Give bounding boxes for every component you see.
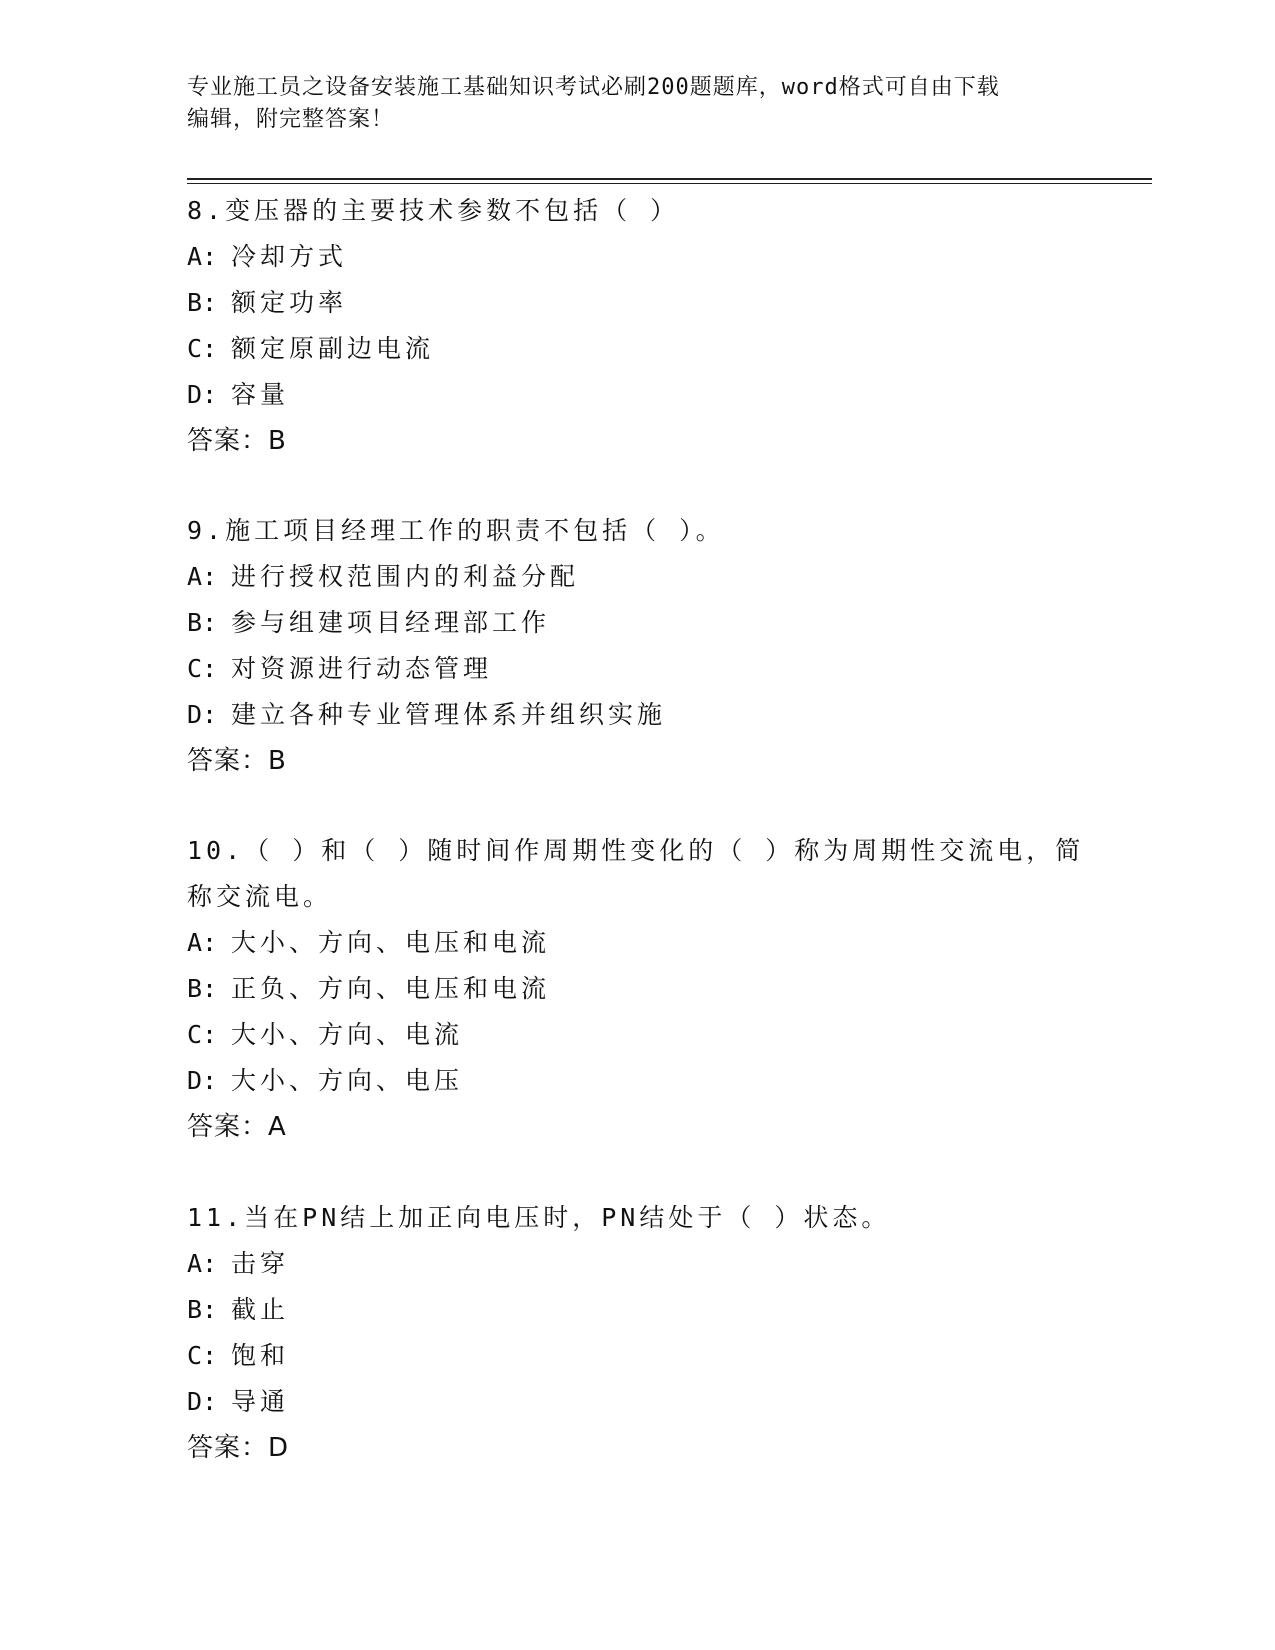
option-c	[187, 326, 1067, 372]
option-a	[187, 920, 1067, 966]
option-d	[187, 1058, 1067, 1104]
question-11	[187, 1195, 1067, 1471]
option-d	[187, 372, 1067, 418]
option-text: 容量	[231, 380, 290, 409]
header-divider	[187, 178, 1152, 184]
option-text: 导通	[231, 1387, 290, 1416]
option-letter: A:	[187, 562, 218, 591]
header-line-1: 专业施工员之设备安装施工基础知识考试必刷200题题库，word格式可自由下载	[187, 75, 1000, 100]
option-b	[187, 966, 1067, 1012]
option-letter: A:	[187, 242, 218, 271]
option-text: 击穿	[231, 1249, 290, 1278]
option-a	[187, 1241, 1067, 1287]
answer-line: 答案：A	[187, 1112, 287, 1142]
option-a	[187, 554, 1067, 600]
option-text: 额定原副边电流	[231, 334, 435, 363]
option-b	[187, 1287, 1067, 1333]
option-c	[187, 646, 1067, 692]
option-d	[187, 692, 1067, 738]
option-b	[187, 600, 1067, 646]
option-letter: A:	[187, 1249, 218, 1278]
answer-line: 答案：B	[187, 746, 287, 776]
option-c	[187, 1333, 1067, 1379]
question-9	[187, 508, 1067, 784]
option-text: 大小、方向、电压和电流	[231, 928, 551, 957]
option-letter: B:	[187, 974, 218, 1003]
question-8	[187, 188, 1067, 464]
option-text: 额定功率	[231, 288, 348, 317]
option-d	[187, 1379, 1067, 1425]
option-text: 建立各种专业管理体系并组织实施	[231, 700, 667, 729]
question-stem: 8.变压器的主要技术参数不包括（ ）	[187, 196, 680, 225]
option-letter: D:	[187, 700, 218, 729]
option-text: 对资源进行动态管理	[231, 654, 493, 683]
answer-line: 答案：D	[187, 1433, 290, 1463]
option-letter: C:	[187, 1020, 218, 1049]
document-header	[187, 72, 1067, 136]
option-letter: B:	[187, 288, 218, 317]
option-text: 大小、方向、电压	[231, 1066, 464, 1095]
option-c	[187, 1012, 1067, 1058]
option-b	[187, 280, 1067, 326]
option-text: 饱和	[231, 1341, 290, 1370]
option-letter: D:	[187, 1387, 218, 1416]
option-text: 截止	[231, 1295, 290, 1324]
option-letter: A:	[187, 928, 218, 957]
option-letter: D:	[187, 380, 218, 409]
option-letter: B:	[187, 1295, 218, 1324]
question-stem-line-2: 称交流电。	[187, 882, 333, 911]
question-stem-line-1: 10.（ ）和（ ）随时间作周期性变化的（ ）称为周期性交流电，简	[187, 836, 1085, 865]
option-text: 参与组建项目经理部工作	[231, 608, 551, 637]
option-text: 大小、方向、电流	[231, 1020, 464, 1049]
question-stem: 9.施工项目经理工作的职责不包括（ ）。	[187, 516, 725, 545]
option-letter: C:	[187, 654, 218, 683]
answer-line: 答案：B	[187, 426, 287, 456]
option-text: 进行授权范围内的利益分配	[231, 562, 580, 591]
question-stem: 11.当在PN结上加正向电压时，PN结处于（ ）状态。	[187, 1203, 891, 1232]
header-line-2: 编辑，附完整答案！	[187, 107, 395, 132]
option-text: 正负、方向、电压和电流	[231, 974, 551, 1003]
option-a	[187, 234, 1067, 280]
option-letter: B:	[187, 608, 218, 637]
option-letter: C:	[187, 1341, 218, 1370]
option-text: 冷却方式	[231, 242, 348, 271]
question-10	[187, 828, 1085, 1150]
option-letter: C:	[187, 334, 218, 363]
option-letter: D:	[187, 1066, 218, 1095]
